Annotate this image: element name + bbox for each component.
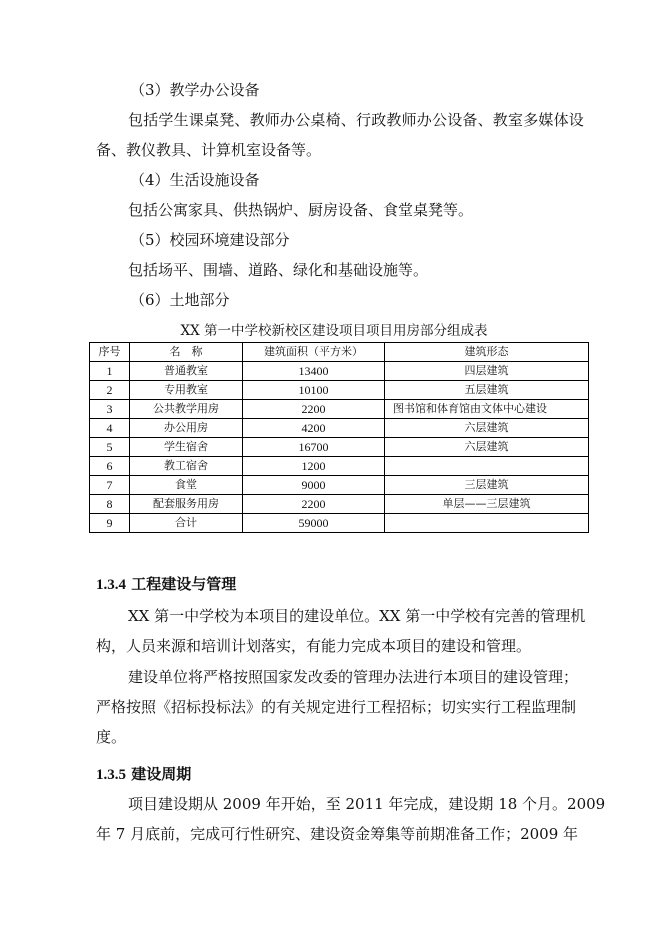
section-title: 工程建设与管理 (131, 575, 237, 593)
cell-name: 公共教学用房 (130, 400, 243, 419)
cell-shape (385, 457, 589, 476)
paragraph-line: 项目建设期从 2009 年开始，至 2011 年完成，建设期 18 个月。2009 (128, 795, 606, 813)
table-row (90, 438, 589, 457)
cell-shape: 五层建筑 (385, 381, 589, 400)
cell-shape: 单层——三层建筑 (385, 495, 589, 514)
cell-area: 13400 (243, 362, 385, 381)
section-heading-campus: （5）校园环境建设部分 (130, 231, 290, 249)
paragraph-line: 包括场平、围墙、道路、绿化和基础设施等。 (128, 261, 429, 279)
cell-shape: 三层建筑 (385, 476, 589, 495)
paragraph-line: 度。 (96, 728, 127, 746)
table-row (90, 362, 589, 381)
section-title: 建设周期 (131, 765, 192, 783)
cell-seq: 9 (90, 514, 130, 533)
paragraph-line: 包括公寓家具、供热锅炉、厨房设备、食堂桌凳等。 (128, 201, 474, 219)
cell-seq: 4 (90, 419, 130, 438)
paragraph-line: 备、教仪教具、计算机室设备等。 (96, 141, 322, 159)
section-number: 1.3.5 (96, 767, 126, 783)
cell-name: 教工宿舍 (130, 457, 243, 476)
cell-seq: 6 (90, 457, 130, 476)
table-row (90, 476, 589, 495)
paragraph-line: XX 第一中学校为本项目的建设单位。XX 第一中学校有完善的管理机 (128, 607, 586, 625)
cell-seq: 8 (90, 495, 130, 514)
section-heading-teaching-office: （3）教学办公设备 (130, 81, 260, 99)
cell-name: 食堂 (130, 476, 243, 495)
cell-seq: 2 (90, 381, 130, 400)
section-heading-land: （6）土地部分 (130, 291, 230, 309)
cell-seq: 1 (90, 362, 130, 381)
cell-area: 2200 (243, 400, 385, 419)
paragraph-line: 年 7 月底前，完成可行性研究、建设资金筹集等前期准备工作；2009 年 (96, 825, 579, 843)
table-header-row (90, 343, 589, 362)
cell-area: 2200 (243, 495, 385, 514)
paragraph-line: 建设单位将严格按照国家发改委的管理办法进行本项目的建设管理； (128, 668, 579, 686)
cell-name: 普通教室 (130, 362, 243, 381)
section-heading-schedule (96, 764, 191, 785)
table-row (90, 400, 589, 419)
cell-shape: 六层建筑 (385, 438, 589, 457)
table-row (90, 419, 589, 438)
cell-area: 16700 (243, 438, 385, 457)
paragraph-line: 包括学生课桌凳、教师办公桌椅、行政教师办公设备、教室多媒体设 (128, 111, 585, 129)
table-row (90, 514, 589, 533)
section-heading-living: （4）生活设施设备 (130, 171, 260, 189)
header-name: 名 称 (130, 343, 243, 362)
cell-name: 配套服务用房 (130, 495, 243, 514)
section-number: 1.3.4 (96, 577, 126, 593)
cell-name: 学生宿舍 (130, 438, 243, 457)
cell-name: 专用教室 (130, 381, 243, 400)
cell-area: 9000 (243, 476, 385, 495)
paragraph-line: 构，人员来源和培训计划落实，有能力完成本项目的建设和管理。 (96, 637, 532, 655)
header-shape: 建筑形态 (385, 343, 589, 362)
header-seq: 序号 (90, 343, 130, 362)
cell-shape: 六层建筑 (385, 419, 589, 438)
cell-name: 合计 (130, 514, 243, 533)
table-row (90, 495, 589, 514)
paragraph-line: 严格按照《招标投标法》的有关规定进行工程招标；切实实行工程监理制 (96, 698, 577, 716)
cell-shape: 图书馆和体育馆由文体中心建设 (385, 400, 589, 419)
cell-area: 1200 (243, 457, 385, 476)
table-caption: XX 第一中学校新校区建设项目项目用房部分组成表 (180, 323, 488, 339)
cell-seq: 3 (90, 400, 130, 419)
cell-name: 办公用房 (130, 419, 243, 438)
header-area: 建筑面积（平方米） (243, 343, 385, 362)
section-heading-management (96, 574, 236, 595)
cell-seq: 7 (90, 476, 130, 495)
cell-shape: 四层建筑 (385, 362, 589, 381)
table-row (90, 381, 589, 400)
cell-area: 59000 (243, 514, 385, 533)
cell-seq: 5 (90, 438, 130, 457)
table-row (90, 457, 589, 476)
cell-area: 4200 (243, 419, 385, 438)
cell-area: 10100 (243, 381, 385, 400)
room-composition-table (89, 342, 589, 533)
cell-shape (385, 514, 589, 533)
